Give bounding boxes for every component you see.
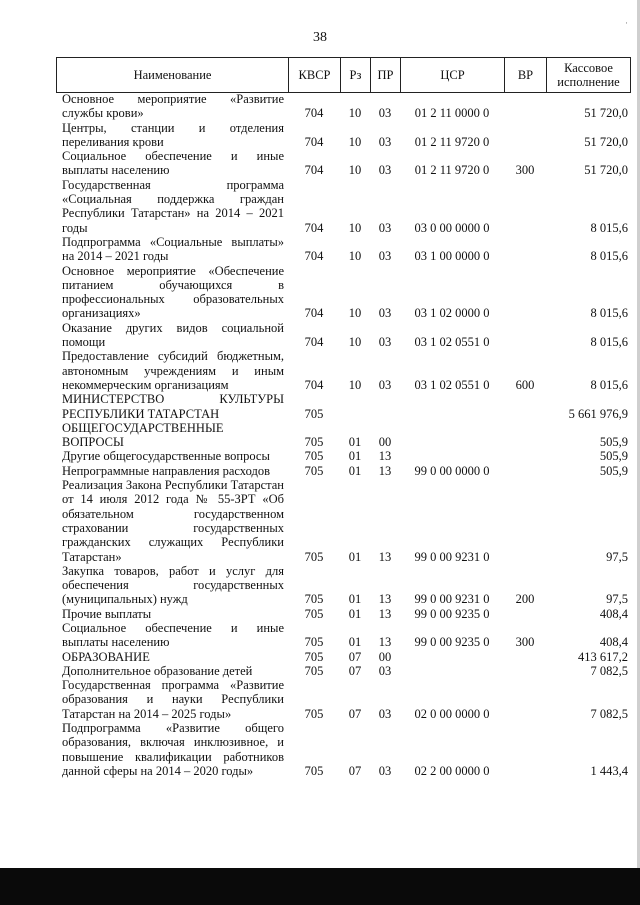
cell-csr: 03 1 02 0551 0: [414, 335, 490, 350]
header-csr: ЦСР: [401, 58, 505, 93]
cell-name: МИНИСТЕРСТВО КУЛЬТУРЫ РЕСПУБЛИКИ ТАТАРСТАН: [62, 392, 284, 421]
cell-csr: 99 0 00 9235 0: [414, 635, 490, 650]
cell-pr: 13: [378, 606, 392, 621]
cell-kvsr: 704: [304, 335, 324, 350]
cell-csr: 99 0 00 9231 0: [414, 549, 490, 564]
cell-csr: 01 2 11 9720 0: [414, 163, 490, 178]
cell-pr: 00: [378, 435, 392, 450]
cell-vr: [504, 650, 546, 664]
cell-amount: 7 082,5: [590, 706, 628, 721]
cell-rz: 07: [348, 663, 362, 678]
cell-pr: 13: [378, 592, 392, 607]
cell-kvsr: 705: [304, 649, 324, 664]
budget-table: [56, 92, 630, 778]
table-row: [56, 621, 630, 650]
cell-vr: [504, 607, 546, 621]
cell-pr: 03: [378, 377, 392, 392]
cell-csr: 01 2 11 9720 0: [414, 134, 490, 149]
cell-name: Закупка товаров, работ и услуг для обеспечения государственных (муниципальных) нужд: [62, 563, 284, 607]
table-row: [56, 650, 630, 664]
cell-amount: 51 720,0: [584, 163, 628, 178]
cell-kvsr: 705: [304, 706, 324, 721]
cell-kvsr: 705: [304, 635, 324, 650]
cell-rz: 01: [348, 606, 362, 621]
cell-pr: 13: [378, 549, 392, 564]
cell-kvsr: 705: [304, 463, 324, 478]
cell-amount: 8 015,6: [590, 249, 628, 264]
cell-vr: [504, 264, 546, 321]
cell-rz: 10: [348, 106, 362, 121]
cell-kvsr: 704: [304, 106, 324, 121]
cell-vr: [504, 235, 546, 264]
cell-vr: [504, 421, 546, 450]
cell-vr: [504, 478, 546, 564]
table-row: [56, 449, 630, 463]
cell-kvsr: 704: [304, 306, 324, 321]
header-vr: ВР: [505, 58, 547, 93]
header-rz: Рз: [341, 58, 371, 93]
table-row: [56, 678, 630, 721]
cell-vr: 300: [515, 635, 535, 650]
cell-vr: [504, 321, 546, 350]
cell-csr: 03 1 00 0000 0: [414, 249, 490, 264]
cell-kvsr: 704: [304, 249, 324, 264]
cell-rz: 01: [348, 449, 362, 464]
cell-pr: 03: [378, 306, 392, 321]
cell-kvsr: 705: [304, 435, 324, 450]
cell-vr: 200: [515, 592, 535, 607]
cell-name: Социальное обеспечение и иные выплаты населению: [62, 620, 284, 650]
cell-pr: 03: [378, 663, 392, 678]
cell-vr: [504, 664, 546, 678]
header-name: Наименование: [57, 58, 289, 93]
cell-vr: [504, 464, 546, 478]
cell-vr: [504, 449, 546, 463]
cell-vr: [504, 92, 546, 121]
cell-csr: [400, 664, 504, 678]
cell-amount: 7 082,5: [590, 663, 628, 678]
cell-name: Социальное обеспечение и иные выплаты населению: [62, 149, 284, 178]
cell-name: Другие общегосударственные вопросы: [62, 449, 270, 464]
table-header: [56, 57, 631, 93]
cell-csr: 03 0 00 0000 0: [414, 220, 490, 235]
cell-pr: 03: [378, 763, 392, 778]
cell-kvsr: 705: [304, 406, 324, 421]
table-row: [56, 664, 630, 678]
cell-rz: [340, 392, 370, 421]
cell-csr: [400, 392, 504, 421]
cell-amount: 8 015,6: [590, 220, 628, 235]
cell-name: Прочие выплаты: [62, 606, 152, 621]
cell-name: ОБЩЕГОСУДАРСТВЕННЫЕ ВОПРОСЫ: [62, 420, 224, 450]
cell-csr: 02 2 00 0000 0: [414, 763, 490, 778]
cell-rz: 10: [348, 220, 362, 235]
cell-vr: 600: [515, 377, 535, 392]
cell-kvsr: 705: [304, 606, 324, 621]
scan-bottom-border: [0, 868, 640, 905]
page-number: 38: [313, 30, 327, 45]
header-kvsr: КВСР: [289, 58, 341, 93]
cell-name: Центры, станции и отделения переливания крови: [62, 120, 284, 149]
cell-amount: 413 617,2: [578, 649, 628, 664]
cell-amount: 408,4: [599, 606, 628, 621]
table-row: [56, 92, 630, 121]
cell-name: Государственная программа «Развитие образования и науки Республики Татарстан на 2014 – 2025 годы»: [62, 678, 284, 721]
cell-amount: 8 015,6: [590, 306, 628, 321]
cell-name: ОБРАЗОВАНИЕ: [62, 649, 150, 664]
cell-amount: 505,9: [599, 435, 628, 450]
table-row: [56, 607, 630, 621]
cell-rz: 01: [348, 635, 362, 650]
cell-kvsr: 704: [304, 377, 324, 392]
cell-csr: [400, 449, 504, 463]
cell-vr: [504, 678, 546, 721]
cell-name: Государственная программа «Социальная поддержка граждан Республики Татарстан» на 2014 – 2021 годы: [62, 177, 284, 235]
cell-name: Основное мероприятие «Обеспечение питанием обучающихся в профессиональных образовательных организациях»: [62, 263, 284, 321]
cell-rz: 10: [348, 335, 362, 350]
cell-csr: 99 0 00 9235 0: [414, 606, 490, 621]
table-row: [56, 421, 630, 450]
cell-amount: 51 720,0: [584, 106, 628, 121]
cell-name: Подпрограмма «Развитие общего образования, включая инклюзивное, и повышение квалификации работников данной сферы на 2014 – 2020 годы»: [62, 721, 284, 778]
cell-pr: 03: [378, 706, 392, 721]
cell-vr: [504, 178, 546, 235]
cell-pr: 03: [378, 335, 392, 350]
cell-amount: 97,5: [606, 592, 628, 607]
cell-kvsr: 704: [304, 134, 324, 149]
cell-kvsr: 705: [304, 592, 324, 607]
cell-amount: 5 661 976,9: [568, 406, 628, 421]
cell-vr: [504, 392, 546, 421]
cell-rz: 10: [348, 377, 362, 392]
cell-amount: 505,9: [599, 463, 628, 478]
table-row: [56, 321, 630, 350]
corner-mark: ·: [625, 18, 628, 28]
cell-pr: 03: [378, 134, 392, 149]
cell-pr: 13: [378, 635, 392, 650]
cell-name: Реализация Закона Республики Татарстан от 14 июля 2012 года № 55-ЗРТ «Об обязательном государственном страховании государственных гражданских служащих Республики Татарстан»: [62, 478, 284, 564]
cell-kvsr: 705: [304, 763, 324, 778]
cell-amount: 8 015,6: [590, 335, 628, 350]
cell-pr: [370, 392, 400, 421]
table-row: [56, 235, 630, 264]
cell-csr: 02 0 00 0000 0: [414, 706, 490, 721]
cell-name: Дополнительное образование детей: [62, 663, 253, 678]
cell-vr: [504, 121, 546, 150]
cell-pr: 03: [378, 106, 392, 121]
cell-kvsr: 705: [304, 449, 324, 464]
cell-amount: 408,4: [599, 635, 628, 650]
cell-kvsr: 705: [304, 663, 324, 678]
cell-name: Подпрограмма «Социальные выплаты» на 2014 – 2021 годы: [62, 234, 284, 264]
cell-amount: 97,5: [606, 549, 628, 564]
table-row: [56, 721, 630, 778]
cell-pr: 03: [378, 220, 392, 235]
cell-rz: 01: [348, 463, 362, 478]
table-row: [56, 564, 630, 607]
cell-name: Основное мероприятие «Развитие службы крови»: [62, 92, 284, 121]
cell-vr: [504, 721, 546, 778]
cell-rz: 01: [348, 549, 362, 564]
cell-amount: 51 720,0: [584, 134, 628, 149]
cell-rz: 10: [348, 163, 362, 178]
cell-rz: 07: [348, 763, 362, 778]
cell-kvsr: 705: [304, 549, 324, 564]
cell-kvsr: 704: [304, 220, 324, 235]
cell-pr: 03: [378, 249, 392, 264]
cell-pr: 13: [378, 449, 392, 464]
header-pr: ПР: [371, 58, 401, 93]
cell-amount: 8 015,6: [590, 377, 628, 392]
cell-rz: 07: [348, 706, 362, 721]
cell-csr: [400, 421, 504, 450]
cell-rz: 01: [348, 592, 362, 607]
cell-csr: [400, 650, 504, 664]
table-row: [56, 349, 630, 392]
cell-csr: 03 1 02 0000 0: [414, 306, 490, 321]
cell-vr: 300: [515, 163, 535, 178]
table-row: [56, 178, 630, 235]
cell-kvsr: 704: [304, 163, 324, 178]
header-exec: Кассовое исполнение: [547, 58, 631, 93]
cell-name: Оказание других видов социальной помощи: [62, 320, 284, 350]
table-row: [56, 478, 630, 564]
cell-csr: 03 1 02 0551 0: [414, 377, 490, 392]
cell-rz: 10: [348, 306, 362, 321]
cell-rz: 10: [348, 134, 362, 149]
cell-pr: 03: [378, 163, 392, 178]
table-row: [56, 264, 630, 321]
cell-csr: 01 2 11 0000 0: [414, 106, 490, 121]
cell-pr: 13: [378, 463, 392, 478]
cell-name: Предоставление субсидий бюджетным, автономным учреждениям и иным некоммерческим организациям: [62, 349, 284, 392]
cell-rz: 01: [348, 435, 362, 450]
cell-csr: 99 0 00 0000 0: [414, 463, 490, 478]
cell-name: Непрограммные направления расходов: [62, 463, 270, 478]
table-row: [56, 121, 630, 150]
cell-amount: 505,9: [599, 449, 628, 464]
cell-rz: 10: [348, 249, 362, 264]
cell-rz: 07: [348, 649, 362, 664]
cell-amount: 1 443,4: [590, 763, 628, 778]
table-row: [56, 464, 630, 478]
table-row: [56, 392, 630, 421]
cell-csr: 99 0 00 9231 0: [414, 592, 490, 607]
cell-pr: 00: [378, 649, 392, 664]
table-row: [56, 149, 630, 178]
